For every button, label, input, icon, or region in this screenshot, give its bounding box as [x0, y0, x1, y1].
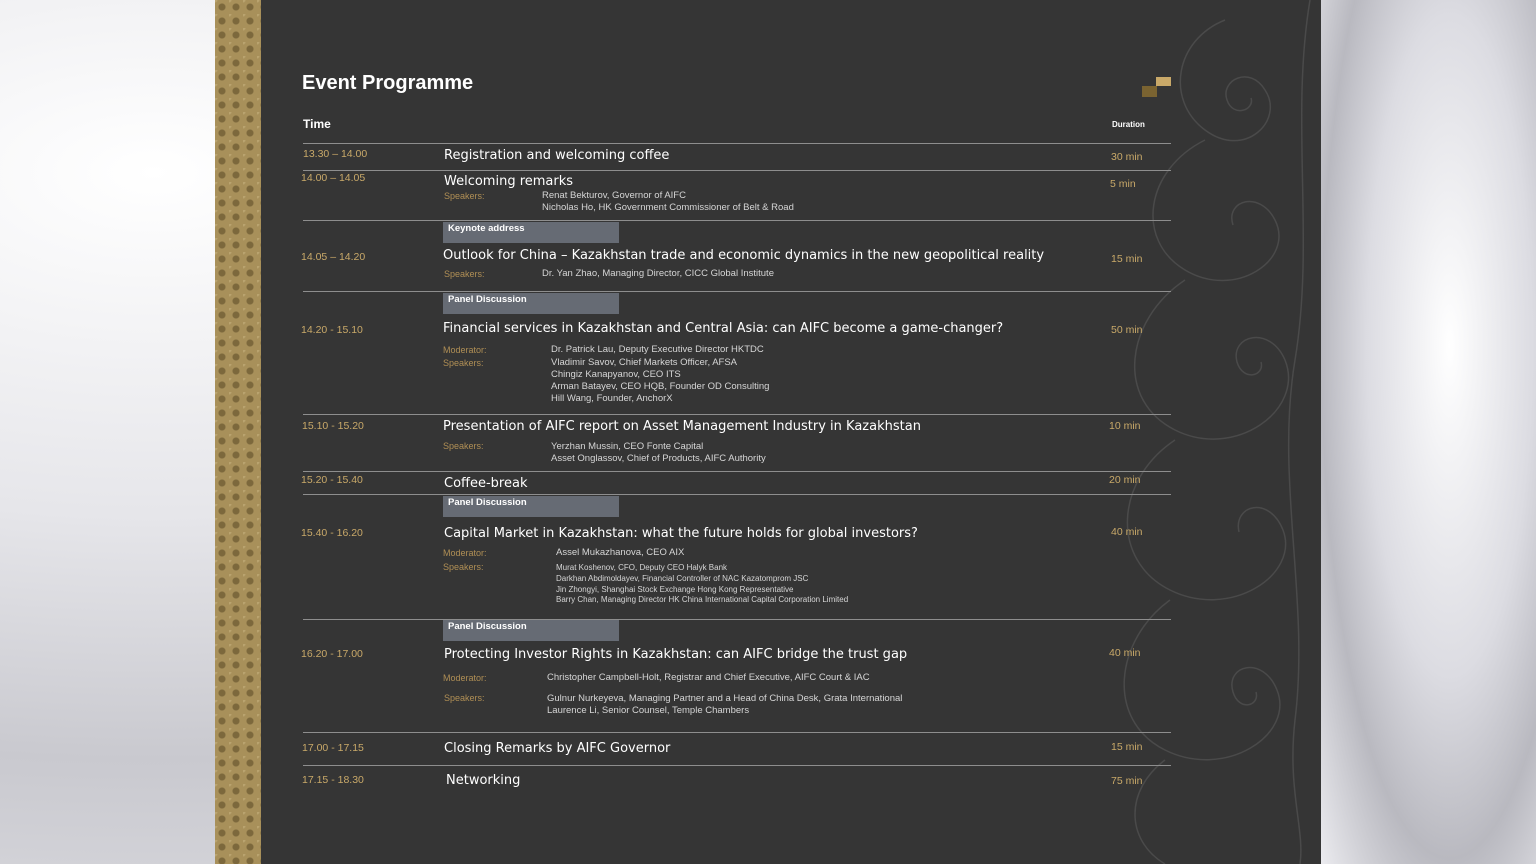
- speaker-name: Nicholas Ho, HK Government Commissioner of Belt & Road: [542, 202, 794, 213]
- speaker-name: Murat Koshenov, CFO, Deputy CEO Halyk Bank: [556, 563, 728, 572]
- speaker-name: Renat Bekturov, Governor of AIFC: [542, 190, 686, 201]
- speakers-label: Speakers:: [444, 693, 485, 703]
- session-duration: 30 min: [1111, 151, 1143, 163]
- session-duration: 15 min: [1111, 253, 1143, 265]
- moderator-name: Dr. Patrick Lau, Deputy Executive Director HKTDC: [551, 344, 764, 355]
- moderator-name: Christopher Campbell-Holt, Registrar and Chief Executive, AIFC Court & IAC: [547, 672, 870, 683]
- logo-mark: [1142, 77, 1172, 99]
- session-title: Closing Remarks by AIFC Governor: [444, 741, 671, 756]
- divider: [303, 471, 1171, 472]
- session-type-tag: Panel Discussion: [443, 496, 619, 517]
- speaker-name: Chingiz Kanapyanov, CEO ITS: [551, 369, 681, 380]
- moderator-name: Assel Mukazhanova, CEO AIX: [556, 547, 685, 558]
- time-column-header: Time: [303, 117, 331, 131]
- session-time: 13.30 – 14.00: [303, 148, 368, 160]
- session-type-tag: Panel Discussion: [443, 620, 619, 641]
- session-type-tag: Panel Discussion: [443, 293, 619, 314]
- session-title: Presentation of AIFC report on Asset Management Industry in Kazakhstan: [443, 419, 921, 434]
- session-duration: 10 min: [1109, 420, 1141, 432]
- speakers-label: Speakers:: [444, 191, 485, 201]
- session-duration: 20 min: [1109, 474, 1141, 486]
- session-type-tag: Keynote address: [443, 222, 619, 243]
- page-title: Event Programme: [302, 72, 474, 94]
- divider: [303, 732, 1171, 733]
- divider: [303, 619, 1171, 620]
- speakers-label: Speakers:: [443, 358, 484, 368]
- session-title: Financial services in Kazakhstan and Central Asia: can AIFC become a game-changer?: [443, 321, 1004, 336]
- session-time: 17.00 - 17.15: [302, 742, 364, 754]
- session-title: Registration and welcoming coffee: [444, 148, 670, 163]
- divider: [303, 170, 1171, 171]
- speaker-name: Dr. Yan Zhao, Managing Director, CICC Global Institute: [542, 268, 774, 279]
- session-title: Capital Market in Kazakhstan: what the future holds for global investors?: [444, 526, 918, 541]
- session-duration: 15 min: [1111, 741, 1143, 753]
- session-time: 15.10 - 15.20: [302, 420, 364, 432]
- divider: [303, 414, 1171, 415]
- speakers-label: Speakers:: [444, 269, 485, 279]
- session-time: 14.00 – 14.05: [301, 172, 366, 184]
- programme-slide: [215, 0, 1321, 864]
- moderator-label: Moderator:: [443, 673, 487, 683]
- duration-column-header: Duration: [1112, 120, 1145, 129]
- speaker-name: Barry Chan, Managing Director HK China International Capital Corporation Limited: [556, 595, 849, 604]
- speakers-label: Speakers:: [443, 562, 484, 572]
- background-right: [1320, 0, 1536, 864]
- speaker-name: Hill Wang, Founder, AnchorX: [551, 393, 673, 404]
- session-time: 15.40 - 16.20: [301, 527, 363, 539]
- session-duration: 75 min: [1111, 775, 1143, 787]
- divider: [303, 143, 1171, 144]
- divider: [303, 765, 1171, 766]
- speaker-name: Laurence Li, Senior Counsel, Temple Chambers: [547, 705, 750, 716]
- speaker-name: Gulnur Nurkeyeva, Managing Partner and a Head of China Desk, Grata International: [547, 693, 903, 704]
- divider: [303, 291, 1171, 292]
- session-title: Protecting Investor Rights in Kazakhstan: can AIFC bridge the trust gap: [444, 647, 908, 662]
- speaker-name: Jin Zhongyi, Shanghai Stock Exchange Hong Kong Representative: [556, 585, 794, 594]
- speaker-name: Yerzhan Mussin, CEO Fonte Capital: [551, 441, 704, 452]
- speaker-name: Arman Batayev, CEO HQB, Founder OD Consulting: [551, 381, 770, 392]
- session-time: 14.20 - 15.10: [301, 324, 363, 336]
- moderator-label: Moderator:: [443, 548, 487, 558]
- speaker-name: Darkhan Abdimoldayev, Financial Controller of NAC Kazatomprom JSC: [556, 574, 809, 583]
- session-title: Networking: [446, 773, 521, 788]
- speaker-name: Asset Onglassov, Chief of Products, AIFC Authority: [551, 453, 766, 464]
- divider: [303, 220, 1171, 221]
- divider: [303, 494, 1171, 495]
- session-title: Welcoming remarks: [444, 174, 574, 189]
- session-time: 15.20 - 15.40: [301, 474, 363, 486]
- session-time: 16.20 - 17.00: [301, 648, 363, 660]
- gold-pattern-band: [215, 0, 261, 864]
- session-duration: 40 min: [1111, 526, 1143, 538]
- moderator-label: Moderator:: [443, 345, 487, 355]
- session-duration: 5 min: [1110, 178, 1136, 190]
- session-title: Coffee-break: [444, 476, 528, 491]
- speakers-label: Speakers:: [443, 441, 484, 451]
- session-title: Outlook for China – Kazakhstan trade and economic dynamics in the new geopolitical reality: [443, 248, 1045, 263]
- session-duration: 50 min: [1111, 324, 1143, 336]
- session-time: 17.15 - 18.30: [302, 774, 364, 786]
- session-duration: 40 min: [1109, 647, 1141, 659]
- speaker-name: Vladimir Savov, Chief Markets Officer, AFSA: [551, 357, 738, 368]
- session-time: 14.05 – 14.20: [301, 251, 366, 263]
- ornament-pattern: [1055, 0, 1321, 864]
